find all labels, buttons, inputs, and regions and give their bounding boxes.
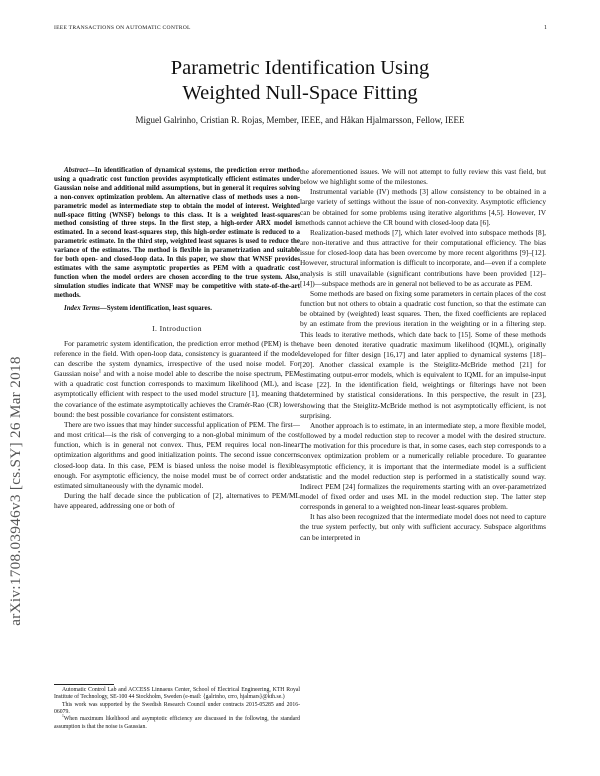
footnote-1-mark: 1 bbox=[62, 714, 64, 719]
index-terms-label: Index Terms bbox=[64, 303, 100, 312]
footnote-funding: This work was supported by the Swedish Research Council under contracts 2015-05285 and 2016-06079. bbox=[54, 701, 300, 716]
footnote-1 bbox=[54, 716, 300, 731]
footnote-ref-1: 1 bbox=[98, 369, 102, 375]
footnotes bbox=[54, 687, 300, 731]
footnote-1-text: When maximum likelihood and asymptotic efficiency are discussed in the following, the standard assumption is that the noise is Gaussian. bbox=[54, 716, 300, 730]
author-list: Miguel Galrinho, Cristian R. Rojas, Member, IEEE, and Håkan Hjalmarsson, Fellow, IEEE bbox=[135, 115, 465, 125]
right-column bbox=[300, 167, 546, 543]
abstract-label: Abstract bbox=[64, 166, 88, 174]
arxiv-stamp-text: arXiv:1708.03946v3 [cs.SY] 26 Mar 2018 bbox=[7, 356, 24, 626]
footnote-rule bbox=[54, 684, 114, 685]
index-terms-text: —System identification, least squares. bbox=[99, 303, 213, 312]
paper-title bbox=[0, 56, 600, 106]
footnote-affiliation: Automatic Control Lab and ACCESS Linnaeus Center, School of Electrical Engineering, KTH Royal Institute of Technology, SE-100 44 Stockholm, Sweden (e-mail: {galrinho, crro, hjalmars}@kth.se.) bbox=[54, 687, 300, 701]
title-line-1: Parametric Identification Using bbox=[170, 57, 430, 79]
page-number: 1 bbox=[544, 25, 547, 31]
index-terms bbox=[54, 304, 300, 313]
arxiv-stamp bbox=[4, 128, 28, 626]
intro-paragraph-2: There are two issues that may hinder successful application of PEM. The first—and most critical—is the risk of converging to a non-global minimum of the cost function, which is in general not convex. Thus, PEM requires local non-linear optimization algorithms and good initialization points. The second issue concerns closed-loop data. In this case, PEM is biased unless the noise model is flexible enough. For asymptotic efficiency, the noise model must be of correct order and estimated simultaneously with the dynamic model. bbox=[54, 419, 300, 490]
intro-p1-part-a: For parametric system identification, the prediction error method (PEM) is the reference in the field. With open-loop data, consistency is guaranteed if the model can describe the system dynamics, irrespective of the used noise model. For Gaussian noise bbox=[54, 338, 300, 379]
intro-p1-part-b: and with a noise model able to describe the noise spectrum, PEM with a quadratic cost function corresponds to maximum likelihood (ML), and is asymptotically efficient with respect to the used model structure [1], meaning that the covariance of the estimate asymptotically achieves the Cramér-Rao (CR) lower bound: the best possible covariance for consistent estimators. bbox=[54, 369, 301, 419]
intro-paragraph-3: During the half decade since the publication of [2], alternatives to PEM/ML have appeared, addressing one or both of bbox=[54, 491, 300, 511]
intro-paragraph-1 bbox=[54, 339, 300, 420]
title-line-2: Weighted Null-Space Fitting bbox=[182, 82, 418, 104]
right-paragraph-3: Realization-based methods [7], which later evolved into subspace methods [8], are non-iterative and thus attractive for their computational efficiency. The bias issue for closed-loop data has been overcome by more recent algorithms [9]–[12]. However, structural information is difficult to incorporate, and—even if a complete analysis is still unavailable (significant contributions have been provided [12]–[14])—subspace methods are in general not believed to be as accurate as PEM. bbox=[300, 227, 546, 288]
abstract-text: —In identification of dynamical systems, the prediction error method using a quadratic cost function provides asymptotically efficient estimates under Gaussian noise and additional mild assumptions, but in general it requires solving a non-convex optimization problem. An alternative class of methods uses a non-parametric model as intermediate step to obtain the model of interest. Weighted null-space fitting (WNSF) belongs to this class. It is a weighted least-squares method consisting of three steps. In the first step, a high-order ARX model is estimated. In a second least-squares step, this high-order estimate is reduced to a parametric estimate. In the third step, weighted least squares is used to reduce the variance of the estimates. The method is flexible in parametrization and suitable for both open- and closed-loop data. In this paper, we show that WNSF provides estimates with the same asymptotic properties as PEM with a quadratic cost function when the model orders are chosen according to the true system. Also, simulation studies indicate that WNSF may be competitive with state-of-the-art methods. bbox=[54, 166, 300, 299]
section-heading-introduction: I. Introduction bbox=[152, 323, 202, 333]
right-paragraph-6: It has also been recognized that the intermediate model does not need to capture the true system perfectly, but only with sufficient accuracy. Subspace algorithms can be interpreted in bbox=[300, 512, 546, 542]
left-column bbox=[54, 166, 300, 511]
right-paragraph-5: Another approach is to estimate, in an intermediate step, a more flexible model, followed by a model reduction step to recover a model with the desired structure. The motivation for this procedure is that, in some cases, each step corresponds to a convex optimization problem or a numerically reliable procedure. To guarantee asymptotic efficiency, it is important that the intermediate model is a sufficient statistic and the model reduction step is performed in a statistically sound way. Indirect PEM [24] formalizes the requirements starting with an over-parametrized model of fixed order and uses ML in the model reduction step. The latter step corresponds in general to a weighted non-linear least-squares problem. bbox=[300, 420, 546, 512]
right-paragraph-4: Some methods are based on fixing some parameters in certain places of the cost function but not others to obtain a quadratic cost function, so that the estimate can be obtained by (weighted) least squares. Then, the fixed coefficients are replaced by an estimate from the previous iteration in the weighting or in a filtering step. This leads to iterative methods, which date back to [15]. Some of these methods have been denoted iterative quadratic maximum likelihood (IQML), originally developed for filter design [16,17] and later applied to dynamical systems [18]–[20]. Another classical example is the Steiglitz-McBride method [21] for estimating output-error models, which is equivalent to IQML for an impulse-input case [22]. In the identification field, weightings or filterings have not been determined by statistical considerations. In this perspective, the result in [23], showing that the Steiglitz-McBride method is not asymptotically efficient, is not surprising. bbox=[300, 288, 546, 420]
right-paragraph-1: the aforementioned issues. We will not attempt to fully review this vast field, but below we highlight some of the milestones. bbox=[300, 167, 546, 187]
abstract bbox=[54, 166, 300, 300]
right-paragraph-2: Instrumental variable (IV) methods [3] allow consistency to be obtained in a large variety of settings without the issue of non-convexity. Asymptotic efficiency can be obtained for some problems using iterative algorithms [4,5]. However, IV methods cannot achieve the CR bound with closed-loop data [6]. bbox=[300, 187, 546, 227]
running-head: IEEE TRANSACTIONS ON AUTOMATIC CONTROL bbox=[54, 25, 191, 31]
